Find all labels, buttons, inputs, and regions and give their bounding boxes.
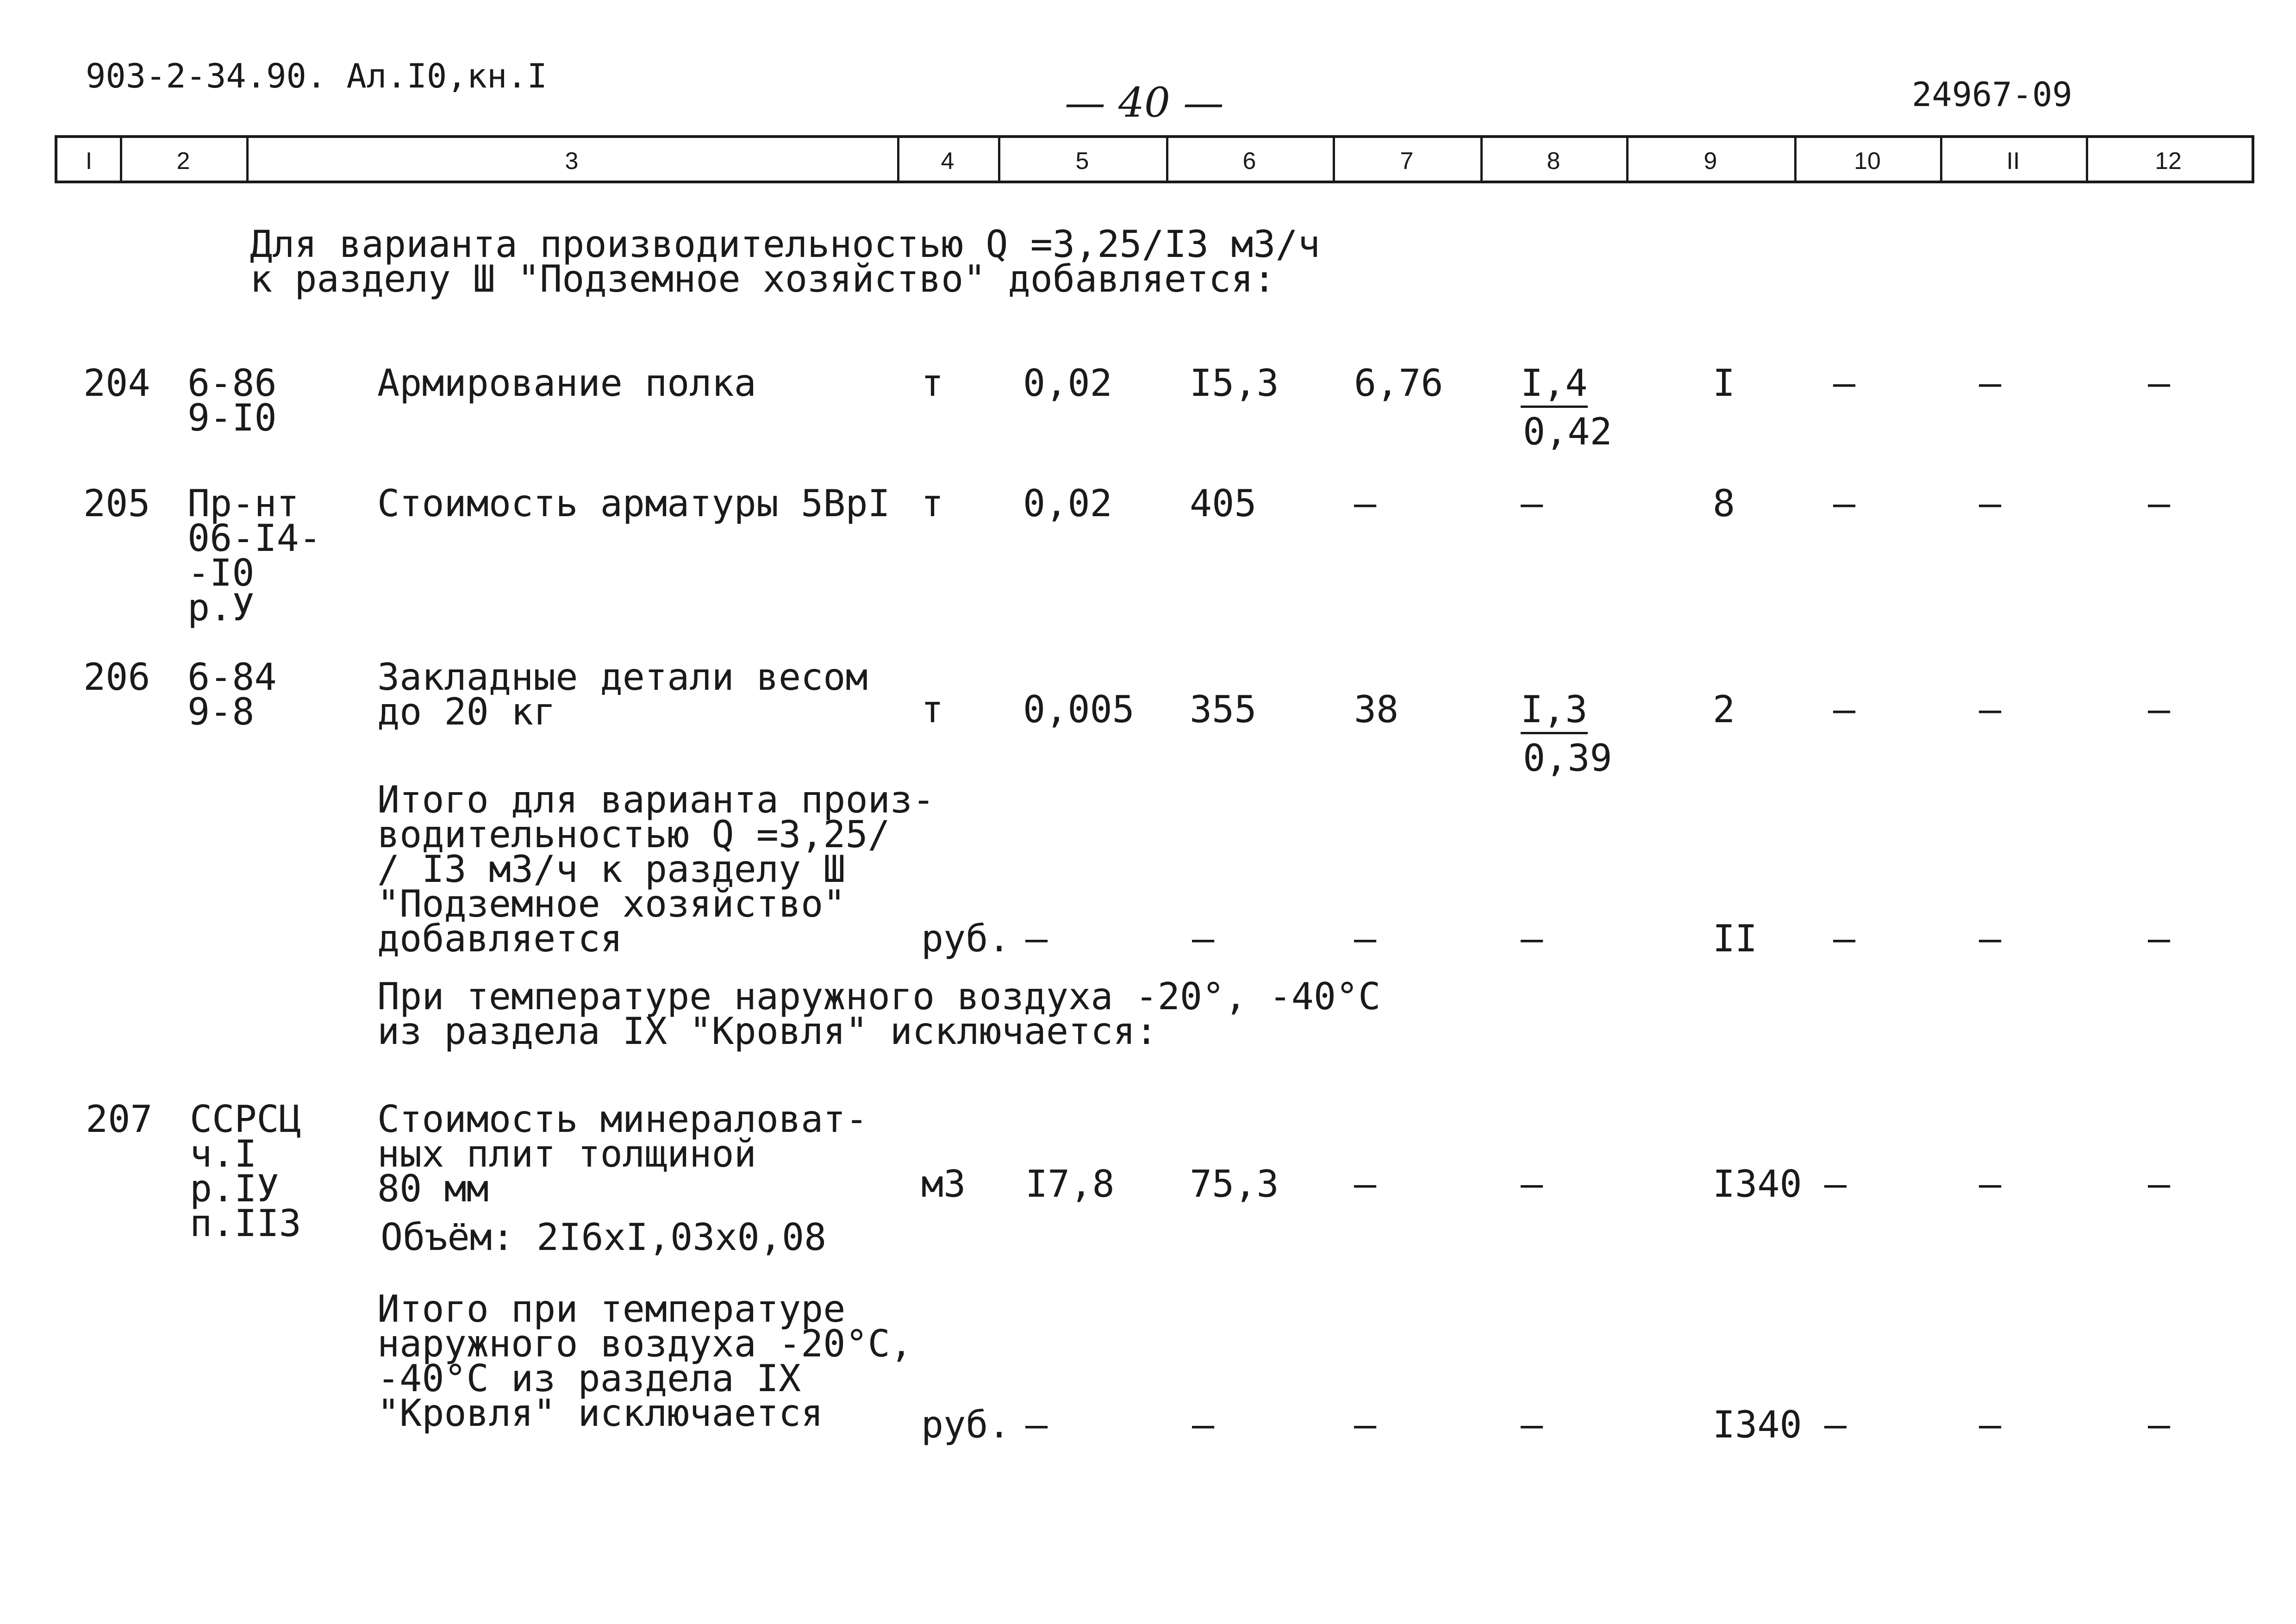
dash: — <box>1521 482 1543 525</box>
item-name: Армирование полка <box>377 362 756 405</box>
item-name: Стоимость минераловат- ных плит толщиной 80 мм <box>377 1098 868 1210</box>
dash: — <box>1979 362 2002 405</box>
unit: руб. <box>921 917 1011 960</box>
document-code: 903-2-34.90. Ал.I0,кн.I <box>86 56 547 95</box>
column-divider <box>2086 138 2088 181</box>
col7-value: 6,76 <box>1354 362 1443 405</box>
total-cost: I340 — <box>1713 1162 1847 1206</box>
column-divider <box>1794 138 1797 181</box>
quantity: 0,02 <box>1023 482 1112 525</box>
section-intro-temperature: При температуре наружного воздуха -20°, -40°С из раздела IX "Кровля" исключается: <box>377 975 1381 1053</box>
page-number: — 40 — <box>1065 79 1224 126</box>
col8-fraction-top <box>1521 688 1588 731</box>
dash: — <box>2148 917 2171 960</box>
column-number: 4 <box>941 148 955 175</box>
total-cost: 8 <box>1713 482 1735 525</box>
column-number: 8 <box>1547 148 1560 175</box>
unit: м3 <box>921 1162 966 1206</box>
dash: — <box>1833 482 1856 525</box>
subtotal-value: I340 — <box>1713 1403 1847 1446</box>
inventory-number: 24967-09 <box>1912 75 2072 114</box>
column-divider <box>1333 138 1335 181</box>
dash: — <box>2148 362 2171 405</box>
unit: т <box>921 688 944 731</box>
dash: — <box>1192 1403 1215 1446</box>
column-divider <box>897 138 899 181</box>
dash: — <box>2148 688 2171 731</box>
unit-cost: 75,3 <box>1190 1162 1279 1206</box>
col8-fraction-top <box>1521 362 1588 405</box>
dash: — <box>2148 1403 2171 1446</box>
price-code: 6-86 9-I0 <box>187 362 277 439</box>
column-number: II <box>2006 148 2020 175</box>
quantity: I7,8 <box>1025 1162 1115 1206</box>
row-number: 205 <box>83 482 150 525</box>
dash: — <box>1833 688 1856 731</box>
total-cost: 2 <box>1713 688 1735 731</box>
item-name: Закладные детали весом до 20 кг <box>377 656 868 733</box>
quantity: 0,02 <box>1023 362 1112 405</box>
dash: — <box>2148 1162 2171 1206</box>
dash: — <box>1025 917 1048 960</box>
dash: — <box>1833 917 1856 960</box>
dash: — <box>1354 1403 1377 1446</box>
total-cost: I <box>1713 362 1735 405</box>
dash: — <box>1521 917 1543 960</box>
dash: — <box>1192 917 1215 960</box>
dash: — <box>1521 1162 1543 1206</box>
column-divider <box>120 138 122 181</box>
column-divider <box>246 138 249 181</box>
dash: — <box>1979 1162 2002 1206</box>
unit: т <box>921 362 944 405</box>
unit: т <box>921 482 944 525</box>
column-number: 6 <box>1242 148 1256 175</box>
dash: — <box>1354 1162 1377 1206</box>
column-divider <box>1626 138 1628 181</box>
unit-cost: I5,3 <box>1190 362 1279 405</box>
column-number: 3 <box>565 148 579 175</box>
quantity: 0,005 <box>1023 688 1135 731</box>
dash: — <box>1979 482 2002 525</box>
subtotal-text: Итого при температуре наружного воздуха -20°С, -40°С из раздела IX "Кровля" исключается <box>377 1287 912 1435</box>
row-number: 204 <box>83 362 150 405</box>
price-code: Пр-нт 06-I4- -I0 р.У <box>187 482 321 629</box>
column-number-header <box>55 135 2254 183</box>
unit-cost: 355 <box>1190 688 1257 731</box>
column-divider <box>1166 138 1168 181</box>
column-number: 5 <box>1075 148 1089 175</box>
unit-cost: 405 <box>1190 482 1257 525</box>
column-number: 9 <box>1703 148 1717 175</box>
column-divider <box>1940 138 1942 181</box>
unit: руб. <box>921 1403 1011 1446</box>
col8-fraction-bottom: 0,42 <box>1523 410 1612 453</box>
dash: — <box>1833 362 1856 405</box>
dash: — <box>1979 917 2002 960</box>
dash: — <box>1025 1403 1048 1446</box>
item-name: Стоимость арматуры 5ВрI <box>377 482 890 525</box>
column-number: 12 <box>2155 148 2182 175</box>
column-number: 10 <box>1854 148 1881 175</box>
subtotal-value: II <box>1713 917 1758 960</box>
col7-value: 38 <box>1354 688 1399 731</box>
section-intro-variant: Для варианта производительностью Q =3,25/I3 м3/ч к разделу Ш "Подземное хозяйство" добавляется: <box>250 223 1320 300</box>
col8-fraction-bottom: 0,39 <box>1523 737 1612 780</box>
dash: — <box>1979 1403 2002 1446</box>
price-code: 6-84 9-8 <box>187 656 277 733</box>
dash: — <box>2148 482 2171 525</box>
col8-top-value: I,3 <box>1521 688 1588 734</box>
dash: — <box>1979 688 2002 731</box>
column-number: 7 <box>1400 148 1414 175</box>
dash: — <box>1354 917 1377 960</box>
column-number: 2 <box>176 148 190 175</box>
dash: — <box>1521 1403 1543 1446</box>
volume-calculation: Объём: 2I6хI,03х0,08 <box>381 1216 827 1259</box>
dash: — <box>1354 482 1377 525</box>
row-number: 207 <box>86 1098 153 1141</box>
col8-top-value: I,4 <box>1521 362 1588 408</box>
row-number: 206 <box>83 656 150 699</box>
subtotal-text: Итого для варианта произ- водительностью Q =3,25/ / I3 м3/ч к разделу Ш "Подземное хозяйство" добавляется <box>377 778 935 960</box>
price-code: ССРСЦ ч.I р.IУ п.II3 <box>190 1098 301 1245</box>
column-divider <box>1480 138 1483 181</box>
column-number: I <box>85 148 93 175</box>
column-divider <box>998 138 1000 181</box>
